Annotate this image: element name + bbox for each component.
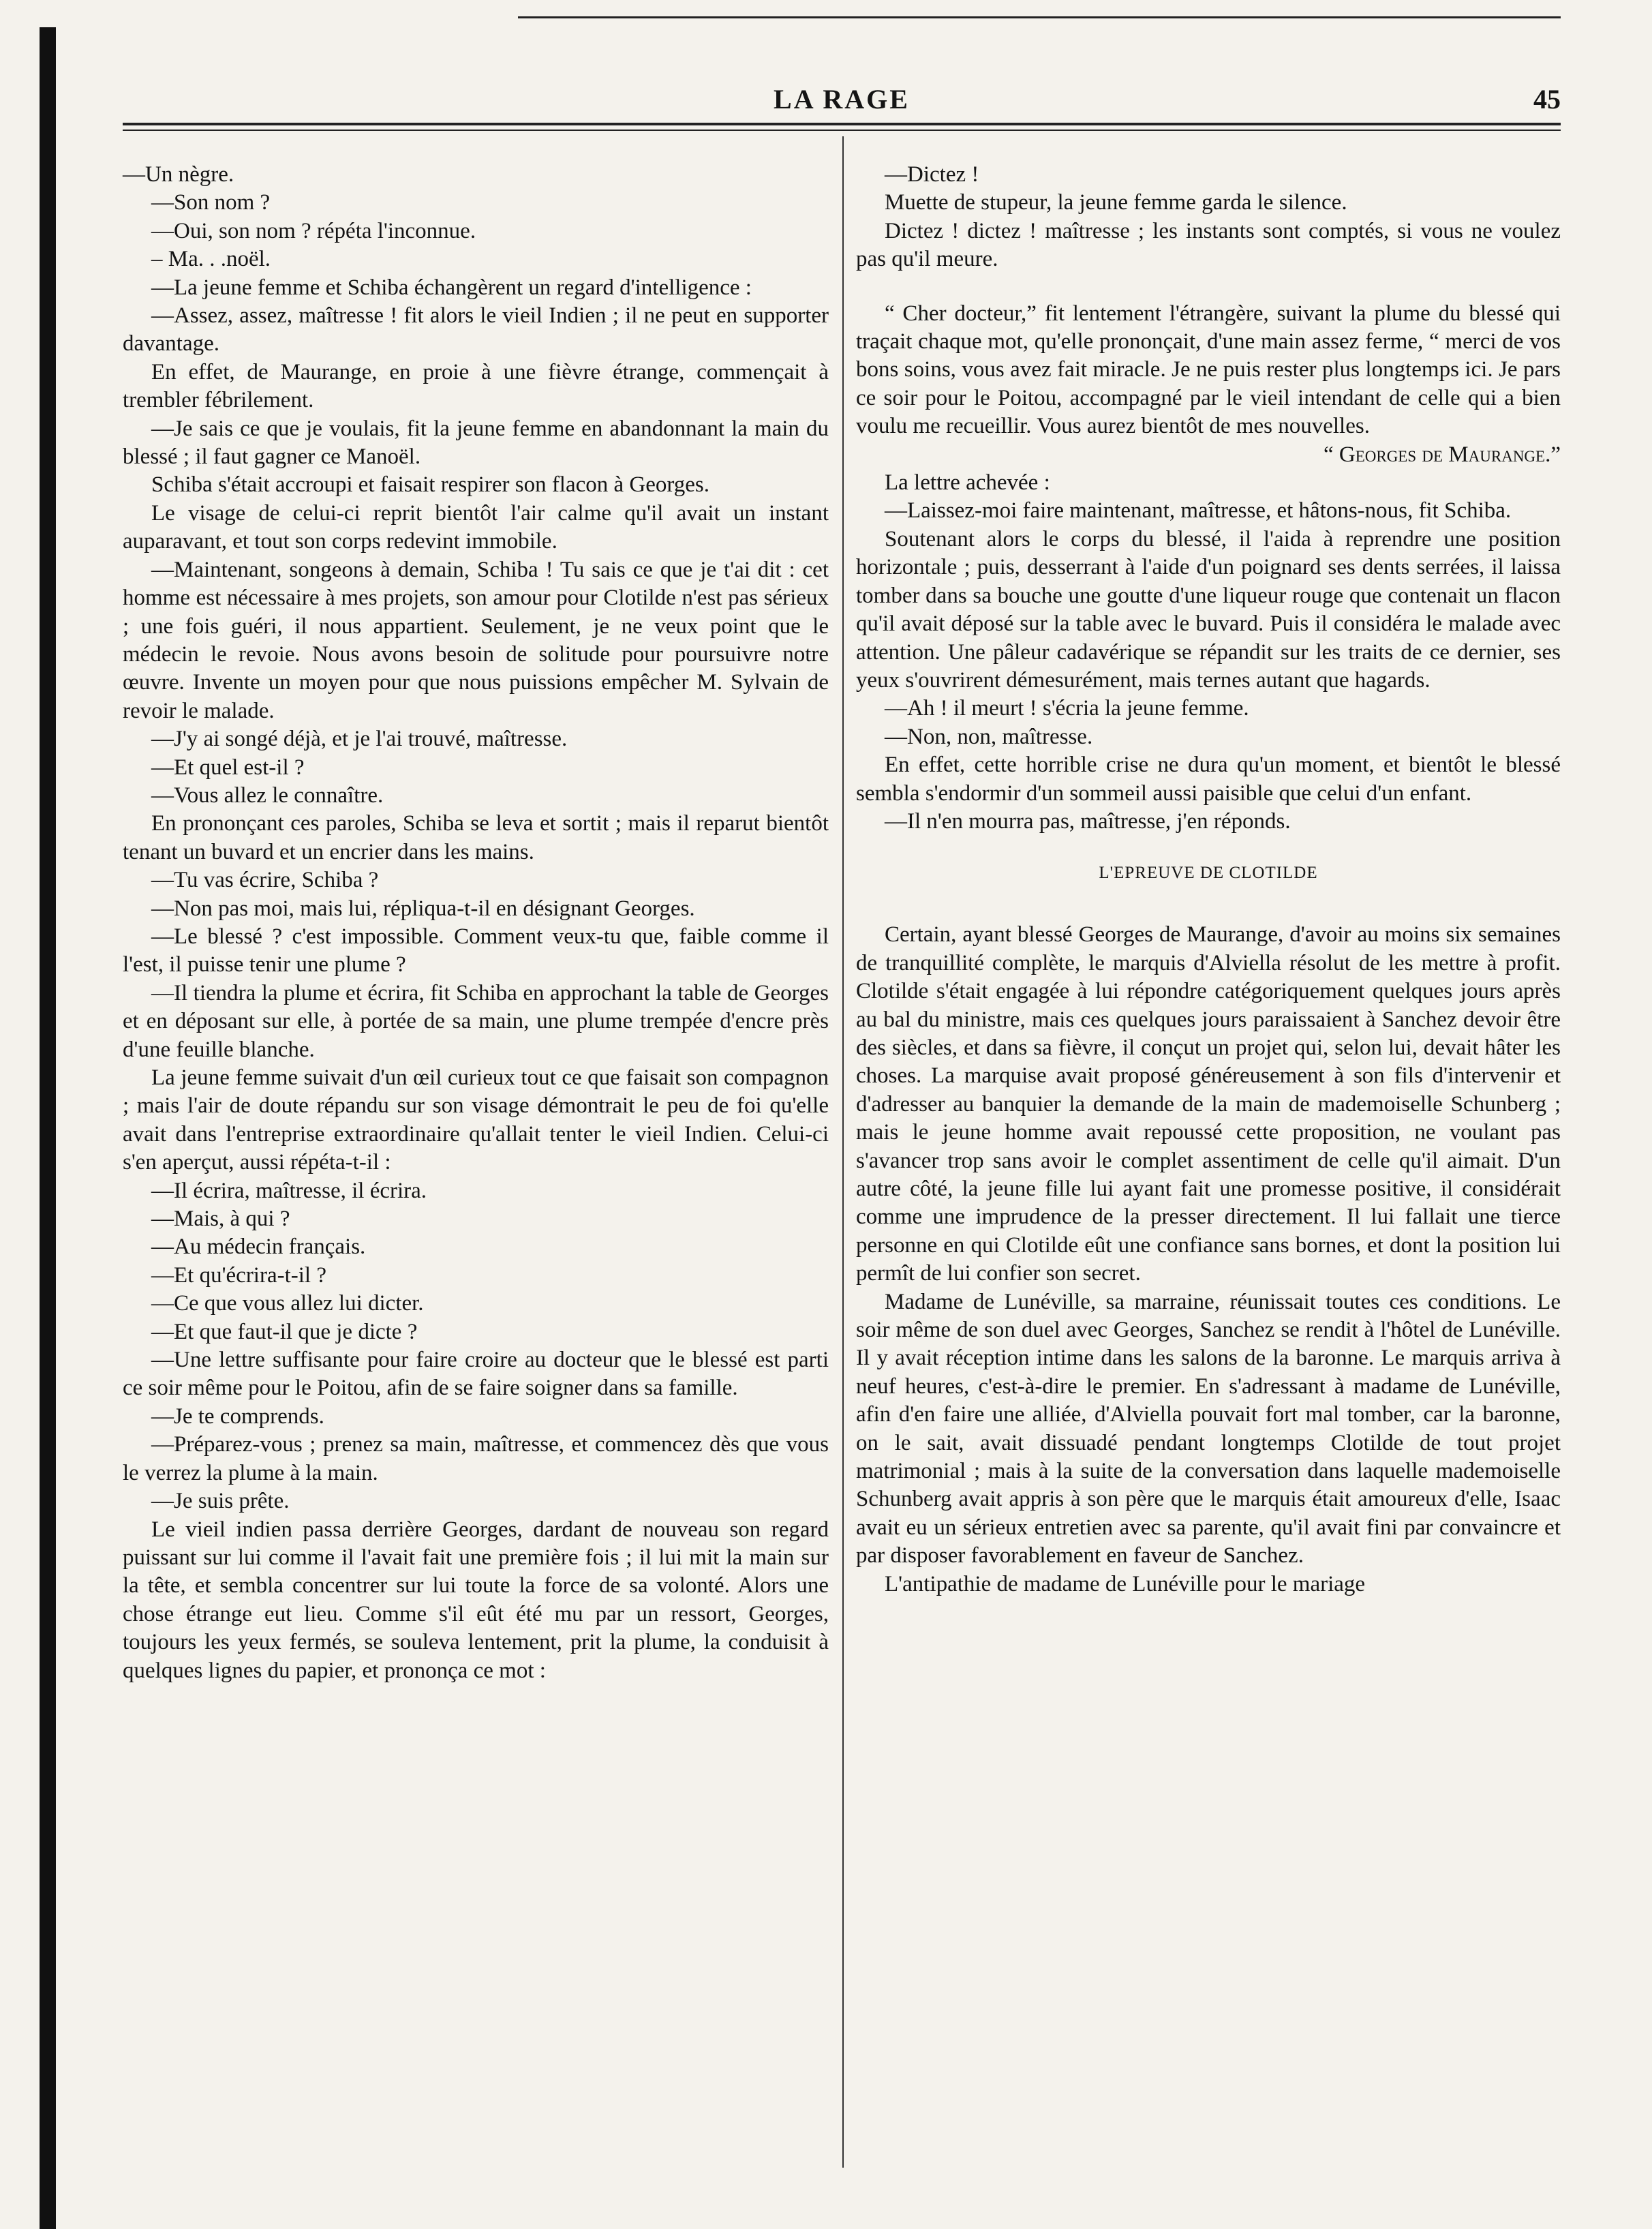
page-title: LA RAGE: [774, 84, 910, 115]
paragraph: L'antipathie de madame de Lunéville pour le mariage: [885, 1571, 1366, 1596]
paragraph: —Assez, assez, maîtresse ! fit alors le vieil Indien ; il ne peut en supporter davantage.: [123, 303, 829, 357]
paragraph: —Et quel est-il ?: [151, 755, 305, 780]
paragraph: —Et que faut-il que je dicte ?: [151, 1319, 418, 1344]
paragraph: —Un nègre.: [123, 162, 234, 187]
paragraph: —Non pas moi, mais lui, répliqua-t-il en désignant Georges.: [151, 896, 695, 921]
letter-signature: “ Georges de Maurange.”: [1323, 442, 1561, 467]
top-rule: [518, 16, 1561, 18]
section-heading: L'EPREUVE DE CLOTILDE: [1099, 864, 1318, 883]
letter-paragraph: “ Cher docteur,” fit lentement l'étrangère, suivant la plume du blessé qui traçait chaque mot, qu'elle prononçait, d'une main assez ferme, “ merci de vos bons soins, vous avez fait miracle. Je ne puis rester plus longtemps ici. Je pars ce soir pour le Poitou, accompagné par le vieil intendant de celle qui a bien voulu me recueillir. Vous aurez bientôt de mes nouvelles.: [856, 301, 1561, 439]
paragraph: —Non, non, maîtresse.: [885, 724, 1093, 749]
paragraph: Madame de Lunéville, sa marraine, réunissait toutes ces conditions. Le soir même de son duel avec Georges, Sanchez se rendit à l'hôtel de Lunéville. Il y avait réception intime dans les salons de la baronne. Le marquis arriva à neuf heures, c'est-à-dire le premier. En s'adressant à madame de Lunéville, afin d'en faire une alliée, d'Alviella pouvait fort mal tomber, car la baronne, on le sait, avait dissuadé pendant longtemps Clotilde de tout projet matrimonial ; mais à la suite de la conversation dans laquelle mademoiselle Schunberg avait appris à son père que le marquis était amoureux d'elle, Isaac avait eu un sérieux entretien avec sa parente, qu'il avait fini par convaincre et par disposer favorablement en faveur de Sanchez.: [856, 1289, 1561, 1568]
paragraph: La lettre achevée :: [885, 470, 1050, 496]
paragraph: En effet, cette horrible crise ne dura qu'un moment, et bientôt le blessé sembla s'endormir d'un sommeil aussi paisible que celui d'un enfant.: [856, 753, 1561, 806]
paragraph: En prononçant ces paroles, Schiba se leva et sortit ; mais il reparut bientôt tenant un buvard et un encrier dans les mains.: [123, 811, 829, 864]
paragraph: Schiba s'était accroupi et faisait respirer son flacon à Georges.: [151, 472, 710, 498]
paragraph: —Son nom ?: [151, 190, 271, 215]
paragraph: Dictez ! dictez ! maîtresse ; les instants sont comptés, si vous ne voulez pas qu'il meure.: [856, 218, 1561, 272]
paragraph: —Maintenant, songeons à demain, Schiba ! Tu sais ce que je t'ai dit : cet homme est nécessaire à mes projets, son amour pour Clotilde n'est pas sérieux ; une fois guéri, il nous appartient. Seulement, je ne veux point que le médecin le revoie. Nous avons besoin de solitude pour poursuivre notre œuvre. Invente un moyen pour que nous puissions empêcher M. Sylvain de revoir le malade.: [123, 557, 829, 723]
paragraph: Muette de stupeur, la jeune femme garda le silence.: [885, 190, 1347, 215]
paragraph: Le vieil indien passa derrière Georges, dardant de nouveau son regard puissant sur lui comme il l'avait fait une première fois ; il lui mit la main sur la tête, et sembla concentrer sur lui toute la force de sa volonté. Alors une chose étrange eut lieu. Comme s'il eût été mu par un ressort, Georges, toujours les yeux fermés, se souleva lentement, prit la plume, la conduisit à quelques lignes du papier, et prononça ce mot :: [123, 1517, 829, 1683]
paragraph: – Ma. . .noël.: [151, 247, 271, 272]
paragraph: —Une lettre suffisante pour faire croire au docteur que le blessé est parti ce soir même pour le Poitou, afin de se faire soigner dans sa famille.: [123, 1348, 829, 1401]
paragraph: —Ah ! il meurt ! s'écria la jeune femme.: [885, 696, 1249, 721]
paragraph: —Le blessé ? c'est impossible. Comment veux-tu que, faible comme il l'est, il puisse tenir une plume ?: [123, 924, 829, 977]
header-rule-thin: [123, 130, 1561, 131]
running-header: [123, 83, 1561, 124]
paragraph: —Je sais ce que je voulais, fit la jeune femme en abandonnant la main du blessé ; il faut gagner ce Manoël.: [123, 416, 829, 470]
paragraph: —Il écrira, maîtresse, il écrira.: [151, 1178, 427, 1203]
paragraph: —Je te comprends.: [151, 1404, 324, 1429]
paragraph: —Il n'en mourra pas, maîtresse, j'en réponds.: [885, 808, 1291, 834]
paragraph: —Il tiendra la plume et écrira, fit Schiba en approchant la table de Georges et en déposant sur elle, à portée de sa main, une plume trempée d'encre près d'une feuille blanche.: [123, 980, 829, 1062]
paragraph: Certain, ayant blessé Georges de Maurange, d'avoir au moins six semaines de tranquillité complète, le marquis d'Alviella résolut de les mettre à profit. Clotilde s'était engagée à lui répondre catégoriquement quelques jours après au bal du ministre, mais ces quelques jours paraissaient à Sanchez devoir être des siècles, et dans sa fièvre, il conçut un projet qui, selon lui, devait hâter les choses. La marquise avait proposé généreusement à son fils d'intervenir et d'adresser au banquier la demande de la main de mademoiselle Schunberg ; mais le jeune homme avait repoussé cette proposition, ne voulant pas s'avancer trop sans avoir le complet assentiment de celle qu'il aimait. D'un autre côté, la jeune fille lui ayant fait une promesse positive, il considérait comme une imprudence de la presser directement. Il lui fallait une tierce personne en qui Clotilde eût une confiance sans bornes, et dont la position lui permît de lui confier son secret.: [856, 922, 1561, 1286]
paragraph: —Laissez-moi faire maintenant, maîtresse, et hâtons-nous, fit Schiba.: [885, 498, 1512, 524]
column-divider: [842, 136, 844, 2168]
paragraph: —Vous allez le connaître.: [151, 783, 384, 808]
header-rule: [123, 123, 1561, 125]
paragraph: —Dictez !: [885, 162, 979, 187]
paragraph: Le visage de celui-ci reprit bientôt l'air calme qu'il avait un instant auparavant, et tout son corps redevint immobile.: [123, 500, 829, 554]
paragraph: —Préparez-vous ; prenez sa main, maîtresse, et commencez dès que vous le verrez la plume à la main.: [123, 1432, 829, 1485]
paragraph: —Tu vas écrire, Schiba ?: [151, 868, 379, 893]
paragraph: —Mais, à qui ?: [151, 1207, 290, 1232]
paragraph: —Au médecin français.: [151, 1234, 366, 1260]
page-number: 45: [1533, 84, 1561, 115]
paragraph: —Ce que vous allez lui dicter.: [151, 1291, 424, 1316]
paragraph: Soutenant alors le corps du blessé, il l'aida à reprendre une position horizontale ; puis, desserrant à l'aide d'un poignard ses dents serrées, il laissa tomber dans sa bouche une goutte d'une liqueur rouge que contenait un flacon qu'il avait déposé sur la table avec le buvard. Puis il considéra le malade avec attention. Une pâleur cadavérique se répandit sur les traits de ce dernier, ses yeux s'ouvrirent démesurément, mais ternes autant que hagards.: [856, 526, 1561, 693]
paragraph: —Et qu'écrira-t-il ?: [151, 1262, 326, 1288]
paragraph: —Je suis prête.: [151, 1489, 290, 1514]
paragraph: —J'y ai songé déjà, et je l'ai trouvé, maîtresse.: [151, 727, 568, 752]
paragraph: —Oui, son nom ? répéta l'inconnue.: [151, 218, 476, 243]
paragraph: En effet, de Maurange, en proie à une fièvre étrange, commençait à trembler fébrilement.: [123, 359, 829, 413]
right-column: [856, 161, 1561, 1598]
left-column: [123, 161, 829, 1685]
paragraph: La jeune femme suivait d'un œil curieux tout ce que faisait son compagnon ; mais l'air de doute répandu sur son visage démontrait le peu de foi qu'elle avait dans l'entreprise extraordinaire qu'allait tenter le vieil Indien. Celui-ci s'en aperçut, aussi répéta-t-il :: [123, 1065, 829, 1175]
paragraph: —La jeune femme et Schiba échangèrent un regard d'intelligence :: [151, 275, 752, 300]
binding-edge: [40, 27, 56, 2229]
